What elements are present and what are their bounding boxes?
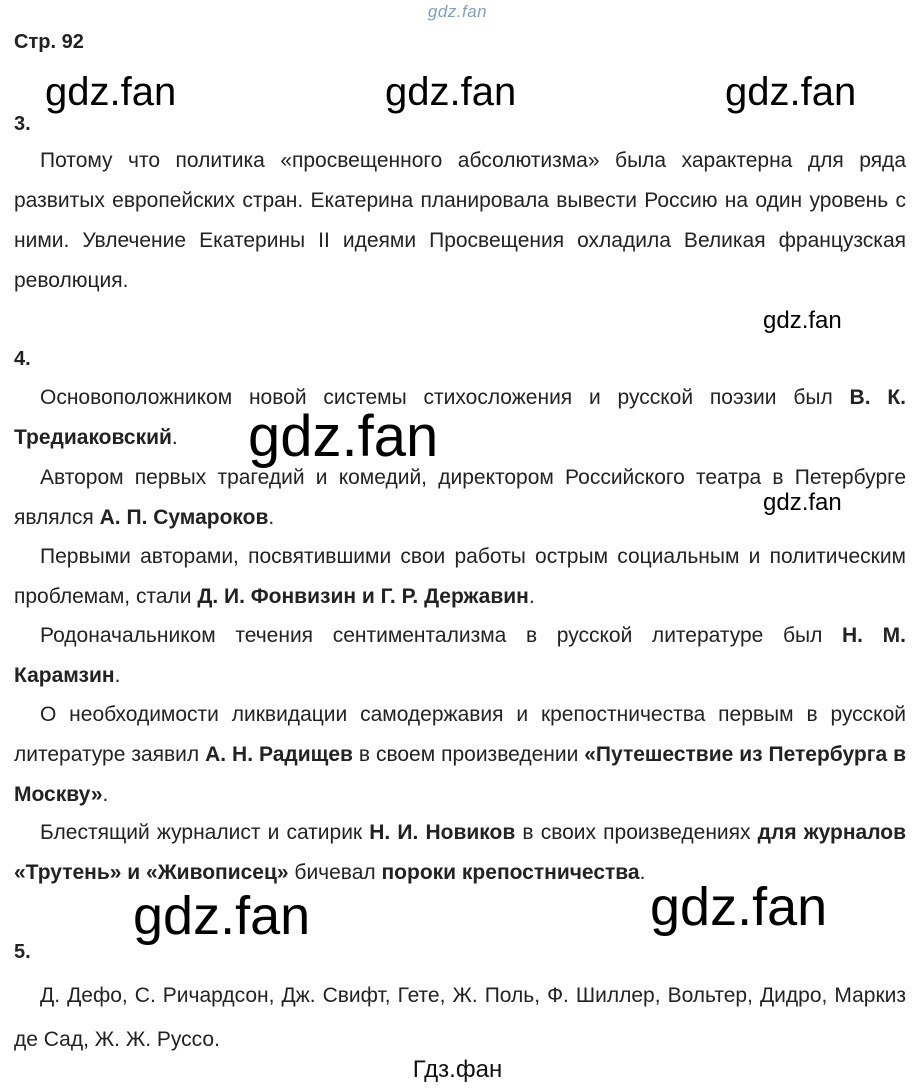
- watermark: gdz.fan: [650, 877, 828, 937]
- bottom-watermark: Гдз.фан: [412, 1056, 503, 1083]
- page-number: Стр. 92: [14, 31, 84, 53]
- top-watermark: gdz.fan: [427, 2, 488, 21]
- watermark: gdz.fan: [385, 70, 517, 114]
- watermark: gdz.fan: [763, 307, 842, 334]
- watermark: gdz.fan: [248, 404, 439, 469]
- section-number-3: 3.: [14, 113, 31, 135]
- section-5-text: Д. Дефо, С. Ричардсон, Дж. Свифт, Гете, Ж. Поль, Ф. Шиллер, Вольтер, Дидро, Маркиз де Сад, Ж. Ж. Руссо.: [14, 984, 906, 1051]
- watermark: gdz.fan: [45, 70, 177, 114]
- watermark: gdz.fan: [133, 886, 311, 946]
- section-4-paragraph-1: Основоположником новой системы стихосложения и русской поэзии был В. К. Тредиаковский.: [14, 386, 906, 449]
- section-4-paragraph-6: Блестящий журналист и сатирик Н. И. Новиков в своих произведениях для журналов «Трутень» и «Живописец» бичевал пороки крепостничества.: [14, 821, 907, 884]
- section-3-text: Потому что политика «просвещенного абсолютизма» была характерна для ряда развитых европейских стран. Екатерина планировала вывести Россию на один уровень с ними. Увлечение Екатерины II идеями Просвещения охладила Великая французская революция.: [14, 149, 906, 292]
- section-4-paragraph-4: Родоначальником течения сентиментализма в русской литературе был Н. М. Карамзин.: [14, 624, 906, 687]
- watermark: gdz.fan: [725, 70, 857, 114]
- section-number-4: 4.: [14, 348, 31, 370]
- section-4-paragraph-3: Первыми авторами, посвятившими свои работы острым социальным и политическим проблемам, стали Д. И. Фонвизин и Г. Р. Державин.: [14, 545, 906, 608]
- section-4-paragraph-2: Автором первых трагедий и комедий, директором Российского театра в Петербурге являлся А. П. Сумароков.: [14, 466, 906, 529]
- section-number-5: 5.: [14, 941, 31, 963]
- watermark: gdz.fan: [763, 489, 842, 516]
- section-4-paragraph-5: О необходимости ликвидации самодержавия и крепостничества первым в русской литературе заявил А. Н. Радищев в своем произведении «Путешествие из Петербурга в Москву».: [14, 703, 906, 806]
